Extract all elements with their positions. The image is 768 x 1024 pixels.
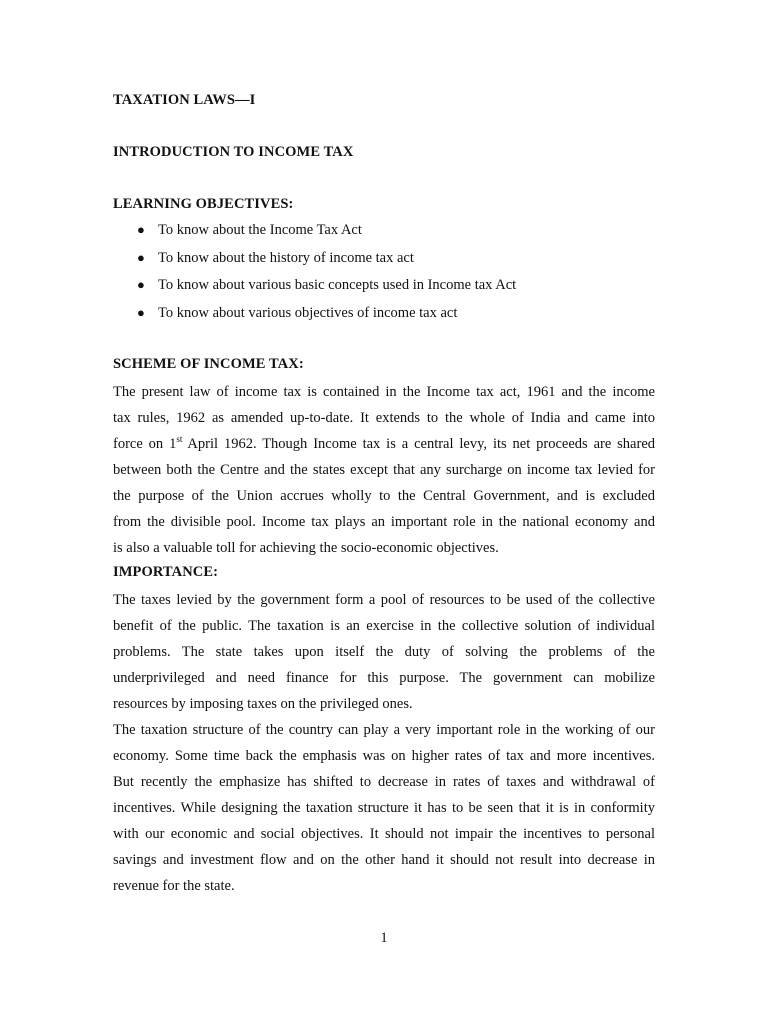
line-text: force on 1 bbox=[113, 436, 177, 452]
learning-objectives-heading: LEARNING OBJECTIVES: bbox=[113, 196, 294, 212]
bullet-icon: ● bbox=[137, 304, 145, 320]
scheme-heading: SCHEME OF INCOME TAX: bbox=[113, 356, 304, 372]
list-item bbox=[113, 218, 673, 246]
paragraph-line: tax rules, 1962 as amended up-to-date. It extends to the whole of India and came into bbox=[113, 410, 655, 426]
list-item-text: To know about various basic concepts used in Income tax Act bbox=[158, 277, 517, 294]
paragraph-line: underprivileged and need finance for this purpose. The government can mobilize bbox=[113, 670, 655, 686]
list-item bbox=[113, 246, 673, 274]
ordinal-suffix: st bbox=[176, 434, 183, 444]
paragraph-line: benefit of the public. The taxation is an exercise in the collective solution of individual bbox=[113, 618, 655, 634]
paragraph-line: The taxes levied by the government form a pool of resources to be used of the collective bbox=[113, 592, 655, 608]
paragraph-line: problems. The state takes upon itself the duty of solving the problems of the bbox=[113, 644, 655, 660]
paragraph-line: The taxation structure of the country can play a very important role in the working of our bbox=[113, 722, 655, 738]
list-item-text: To know about the Income Tax Act bbox=[158, 222, 362, 238]
paragraph-line: from the divisible pool. Income tax plays an important role in the national economy and bbox=[113, 514, 655, 530]
list-item-text: To know about the history of income tax act bbox=[158, 249, 414, 266]
list-item bbox=[113, 273, 673, 301]
page-number: 1 bbox=[380, 930, 388, 946]
list-item-text: To know about various objectives of income tax act bbox=[158, 304, 458, 321]
scheme-paragraph bbox=[113, 379, 655, 561]
bullet-icon: ● bbox=[137, 249, 145, 265]
paragraph-line bbox=[113, 431, 655, 457]
paragraph-line: resources by imposing taxes on the privileged ones. bbox=[113, 696, 413, 712]
paragraph-line: is also a valuable toll for achieving the socio-economic objectives. bbox=[113, 540, 499, 556]
paragraph-line: incentives. While designing the taxation structure it has to be seen that it is in conformity bbox=[113, 800, 655, 816]
paragraph-line: the purpose of the Union accrues wholly to the Central Government, and is excluded bbox=[113, 488, 655, 504]
line-text: April 1962. Though Income tax is a central levy, its net proceeds are shared bbox=[182, 436, 655, 452]
paragraph-line: savings and investment flow and on the other hand it should not result into decrease in bbox=[113, 852, 655, 868]
bullet-icon: ● bbox=[137, 222, 145, 237]
paragraph-line: But recently the emphasize has shifted to decrease in rates of taxes and withdrawal of bbox=[113, 774, 655, 790]
paragraph-line: economy. Some time back the emphasis was on higher rates of tax and more incentives. bbox=[113, 748, 655, 764]
importance-paragraph-1 bbox=[113, 587, 655, 717]
chapter-title: INTRODUCTION TO INCOME TAX bbox=[113, 144, 354, 160]
paragraph-line: revenue for the state. bbox=[113, 878, 235, 894]
paragraph-line: with our economic and social objectives. It should not impair the incentives to personal bbox=[113, 826, 655, 842]
bullet-icon: ● bbox=[137, 277, 145, 293]
importance-heading: IMPORTANCE: bbox=[113, 564, 219, 580]
list-item bbox=[113, 301, 673, 329]
learning-objectives-list bbox=[113, 218, 673, 328]
paragraph-line: The present law of income tax is contained in the Income tax act, 1961 and the income bbox=[113, 384, 655, 400]
importance-paragraph-2 bbox=[113, 717, 655, 899]
paragraph-line: between both the Centre and the states except that any surcharge on income tax levied for bbox=[113, 462, 655, 478]
document-title: TAXATION LAWS—I bbox=[113, 92, 256, 108]
